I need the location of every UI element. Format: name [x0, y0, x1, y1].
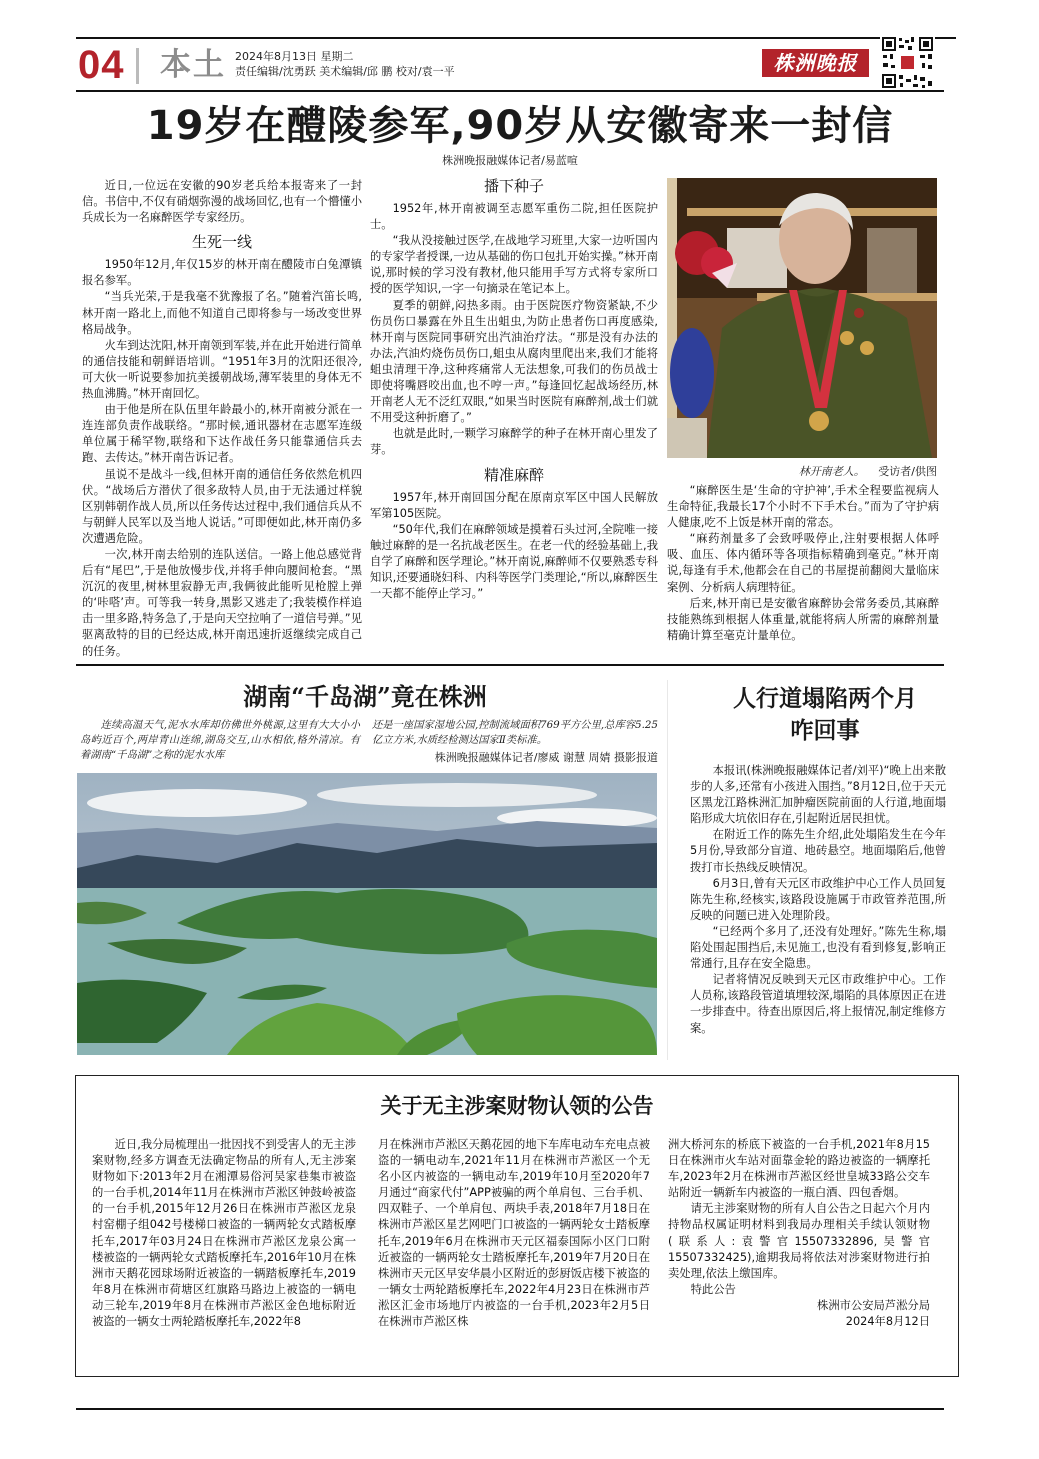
section-divider [76, 664, 944, 666]
paragraph: “已经两个多月了,还没有处理好。”陈先生称,塌陷处围起围挡后,未见施工,也没有看到修复,影响正常通行,且存在安全隐患。 [690, 924, 946, 971]
caption-credit: 受访者/供图 [878, 465, 937, 478]
paragraph: 也就是此时,一颗学习麻醉学的种子在林开南心里发了芽。 [370, 427, 658, 457]
paragraph: 在附近工作的陈先生介绍,此处塌陷发生在今年5月份,导致部分盲道、地砖悬空。地面塌陷后,他曾拨打市长热线反映情况。 [690, 828, 946, 874]
masthead-bottom-rule [76, 90, 944, 92]
paragraph: 虽说不是战斗一线,但林开南的通信任务依然危机四伏。“战场后方潜伏了很多敌特人员,由于无法通过样貌区别韩朝作战人员,所以任务传达过程中,我们通信兵从不与朝鲜人民军以及当地人说话。”可即便如此,林开南仍多次遭遇危险。 [82, 467, 362, 545]
notice-paragraph: 洲大桥河东的桥底下被盗的一台手机,2021年8月15日在株洲市火车站对面靠金轮的路边被盗的一辆摩托车,2023年2月在株洲市芦淞区经世皇城33路公交车站附近一辆新车内被盗的一瓶白酒、四包香烟。 [668, 1138, 930, 1200]
caption-subject: 林开南老人。 [798, 465, 865, 478]
main-headline: 19岁在醴陵参军,90岁从安徽寄来一封信 [146, 103, 894, 149]
side-story-headline [680, 683, 970, 747]
paragraph: 火车到达沈阳,林开南领到军装,并在此开始进行简单的通信技能和朝鲜语培训。“1951年3月的沈阳还很冷,可大伙一听说要参加抗美援朝战场,薄军装里的身体无不热血沸腾。”林开南回忆。 [82, 338, 362, 401]
paragraph: 本报讯(株洲晚报融媒体记者/刘平)“晚上出来散步的人多,还常有小孩进入围挡。”8月12日,位于天元区黑龙江路株洲汇加肿瘤医院前面的人行道,地面塌陷形成大坑依旧存在,引起附近居民担忧。 [690, 764, 946, 826]
column-divider [667, 680, 668, 1060]
paragraph: 6月3日,曾有天元区市政维护中心工作人员回复陈先生称,经核实,该路段设施属于市政管养范围,所反映的问题已进入处理阶段。 [690, 876, 946, 922]
paragraph: 一次,林开南去给别的连队送信。一路上他总感觉背后有“尾巴”,于是他放慢步伐,并将手伸向腰间枪套。“黑沉沉的夜里,树林里寂静无声,我俩彼此能听见枪膛上弹的‘咔嗒’声。可等我一转身,黑影又逃走了;我装模作样追击一里多路,特务急了,于是向天空拉响了一道信号弹。”见驱离敌特的目的已经达成,林开南迅速折返继续完成自己的任务。 [82, 547, 362, 658]
reservoir-aerial-photo [77, 773, 657, 1055]
section-name: 本土 [160, 47, 226, 83]
main-byline: 株洲晚报融媒体记者/易蓝喧 [442, 154, 578, 167]
masthead-separator [136, 48, 139, 84]
section-heading: 播下种子 [483, 177, 544, 195]
notice-headline: 关于无主涉案财物认领的公告 [380, 1094, 654, 1118]
paragraph: 后来,林开南已是安徽省麻醉协会常务委员,其麻醉技能熟练到根据人体重量,就能将病人所需的麻醉剂量精确计算至毫克计量单位。 [667, 596, 939, 642]
lake-story-text-left: 连续高温天气,泥水水库却仿佛世外桃源,这里有大大小小岛屿近百个,两岸青山连绵,湖岛交互,山水相依,格外清凉。有着湖南“千岛湖”之称的泥水水库 [80, 719, 360, 761]
notice-paragraph: 近日,我分局梳理出一批因找不到受害人的无主涉案财物,经多方调查无法确定物品的所有人,无主涉案财物如下:2013年2月在湘潭易俗河吴家巷集市被盗的一台手机,2014年11月在株洲市芦淞区钟鼓岭被盗的一台手机,2015年12月26日在株洲市芦淞区龙泉村窑棚子组042号楼梯口被盗的一辆两轮女式踏板摩托车,2017年03月24日在株洲市芦淞区龙泉公寓一楼被盗的一辆两轮女式踏板摩托车,2016年10月在株洲市天鹅花园球场附近被盗的一辆踏板摩托车,2019年8月在株洲市荷塘区红旗路马路边上被盗的一辆电动三轮车,2019年8月在株洲市芦淞区金色地标附近被盗的一辆女士两轮踏板摩托车,2022年8 [92, 1138, 356, 1329]
paragraph: “麻醉医生是‘生命的守护神’,手术全程要监视病人生命特征,我最长17个小时不下手术台。”而为了守护病人健康,吃不上饭是林开南的常态。 [667, 484, 939, 530]
paragraph: 1952年,林开南被调至志愿军重伤二院,担任医院护士。 [370, 202, 658, 232]
veteran-portrait-photo [667, 178, 937, 458]
photo-caption [667, 463, 937, 479]
side-headline-line-1: 人行道塌陷两个月 [733, 685, 917, 712]
paragraph: 1950年12月,年仅15岁的林开南在醴陵市白兔潭镇报名参军。 [82, 258, 362, 288]
paragraph: “当兵光荣,于是我毫不犹豫报了名。”随着汽笛长鸣,林开南一路北上,而他不知道自己即将参与一场改变世界格局战争。 [82, 290, 362, 336]
notice-column-3 [668, 1137, 930, 1330]
lake-story-headline: 湖南“千岛湖”竟在株洲 [243, 682, 487, 711]
section-heading: 生死一线 [191, 233, 252, 252]
paragraph: 1957年,林开南回国分配在原南京军区中国人民解放军第105医院。 [370, 490, 658, 520]
main-story-column-2 [370, 175, 658, 602]
newspaper-logo: 株洲晚报 [762, 49, 869, 77]
notice-signature: 株洲市公安局芦淞分局 [817, 1298, 930, 1312]
main-story-column-3 [667, 483, 939, 644]
paragraph: 记者将情况反映到天元区市政维护中心。工作人员称,该路段管道填埋较深,塌陷的具体原因正在进一步排查中。待查出原因后,将上报情况,制定维修方案。 [690, 973, 946, 1035]
issue-date: 2024年8月13日 星期二 [235, 50, 354, 63]
main-story-column-1 [82, 178, 362, 660]
masthead-info [235, 49, 455, 79]
paragraph: 夏季的朝鲜,闷热多雨。由于医院医疗物资紧缺,不少伤员伤口暴露在外且生出蛆虫,为防止患者伤口再度感染,林开南与医院同事研究出汽油治疗法。“那是没有办法的办法,汽油灼烧伤员伤口,蛆虫从腐肉里爬出来,我们才能将蛆虫清理干净,这种疼痛常人无法想象,可我们的伤员战士即使将嘴唇咬出血,也不哼一声。”每逢回忆起战场经历,林开南老人无不泛红双眼,“如果当时医院有麻醉剂,战士们就不用受这种折磨了。” [370, 298, 658, 425]
paragraph: “麻药剂量多了会致呼吸停止,注射要根据人体呼吸、血压、体内循环等各项指标精确到毫克。”林开南说,每逢有手术,他都会在自己的书屋提前翻阅大量临床案例、分析病人病理特征。 [667, 532, 939, 594]
notice-date: 2024年8月12日 [845, 1315, 930, 1329]
editors-credit: 责任编辑/沈勇跃 美术编辑/邱 鹏 校对/袁一平 [235, 65, 455, 78]
notice-paragraph: 请无主涉案财物的所有人自公告之日起六个月内持物品权属证明材料到我局办理相关手续认领财物(联系人:袁警官15507332896,吴警官15507332425),逾期我局将依法对涉案财物进行拍卖处理,依法上缴国库。 [668, 1202, 930, 1280]
page-bottom-rule [76, 1408, 944, 1410]
notice-column-2 [378, 1137, 650, 1330]
notice-closing: 特此公告 [690, 1282, 736, 1296]
paragraph: 由于他是所在队伍里年龄最小的,林开南被分派在一连连部负责作战联络。“那时候,通讯器材在志愿军连级单位属于稀罕物,联络和下达作战任务只能靠通信兵去跑、去传达。”林开南告诉记者。 [82, 403, 362, 465]
lake-story-text-right: 还是一座国家湿地公园,控制流域面积769平方公里,总库容5.25亿立方米,水质经检测达国家Ⅱ类标准。 [372, 719, 658, 746]
notice-paragraph: 月在株洲市芦淞区天鹅花园的地下车库电动车充电点被盗的一辆电动车,2021年11月在株洲市芦淞区一个无名小区内被盗的一辆电动车,2019年10月至2020年7月通过“商家代付”APP被骗的两个单肩包、三台手机、四双鞋子、一个单肩包、两块手表,2018年7月18日在株洲市芦淞区星艺网吧门口被盗的一辆两轮女士踏板摩托车,2019年6月在株洲市天元区福泰国际小区门口附近被盗的一辆两轮女士踏板摩托车,2019年7月20日在株洲市天元区早安华晨小区附近的彭厨饭店楼下被盗的一辆女士两轮踏板摩托车,2022年4月23日在株洲市芦淞区汇金市场地厅内被盗的一台手机,2023年2月5日在株洲市芦淞区株 [378, 1138, 650, 1329]
qr-code-icon[interactable] [880, 35, 935, 90]
intro-paragraph: 近日,一位远在安徽的90岁老兵给本报寄来了一封信。书信中,不仅有硝烟弥漫的战场回忆,也有一个懵懂小兵成长为一名麻醉医学专家经历。 [82, 179, 362, 225]
page-number: 04 [78, 43, 125, 87]
notice-column-1 [92, 1137, 356, 1330]
side-story-body [690, 763, 946, 1037]
masthead-top-rule [76, 37, 956, 39]
section-heading: 精准麻醉 [483, 465, 544, 484]
paragraph: “我从没接触过医学,在战地学习班里,大家一边听国内的专家学者授课,一边从基础的伤口包扎开始实操。”林开南说,那时候的学习没有教材,他只能用手写方式将专家所口授的医学知识,一字一句摘录在笔记本上。 [370, 234, 658, 296]
lake-story-byline: 株洲晚报融媒体记者/廖威 谢慧 周婧 摄影报道 [434, 751, 658, 764]
side-headline-line-2: 咋回事 [790, 717, 860, 744]
paragraph: “50年代,我们在麻醉领域是摸着石头过河,全院唯一接触过麻醉的是一名抗战老医生。在老一代的经验基础上,我自学了麻醉和医学理论。”林开南说,麻醉师不仅要熟悉专科知识,还要通晓妇科、内科等医学门类理论,“所以,麻醉医生一天都不能停止学习。” [370, 522, 658, 601]
